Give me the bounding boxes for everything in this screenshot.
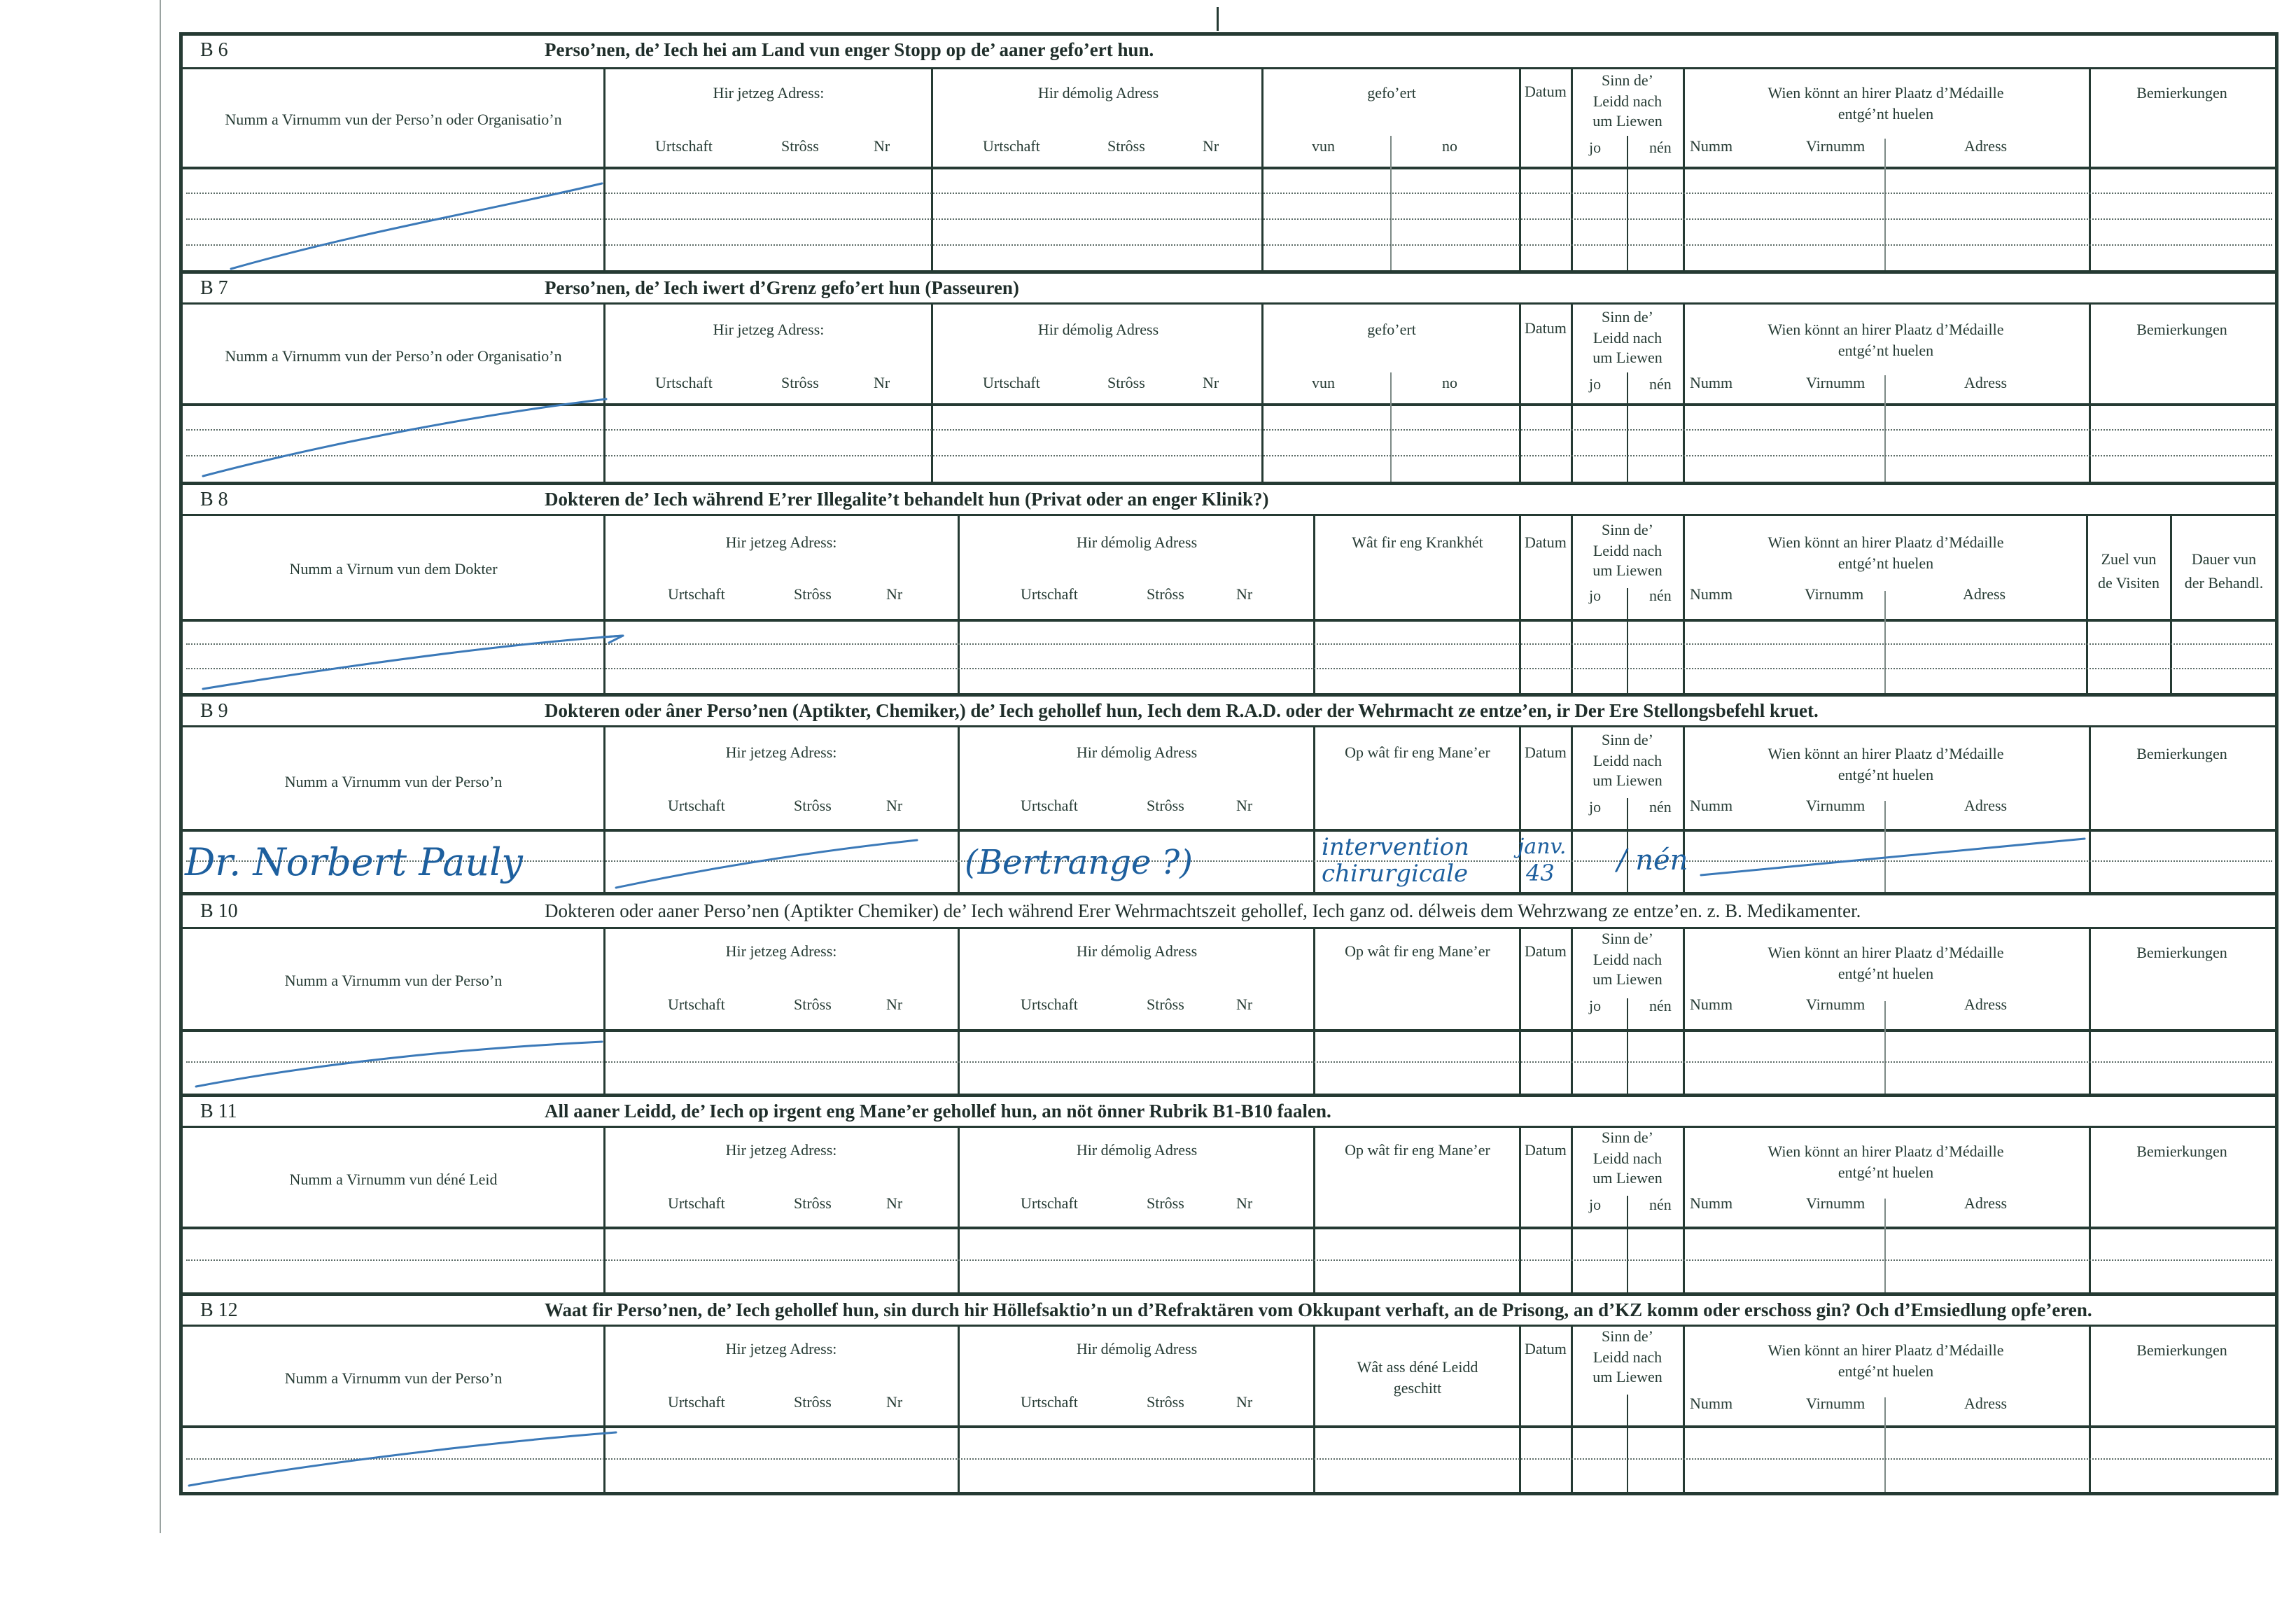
section-title: Dokteren de’ Iech während E’rer Illegalite’t behandelt hun (Privat oder an enger Klinik?) (545, 489, 1269, 510)
manner-header: Op wât fir eng Mane’er (1345, 743, 1490, 761)
number-label: Nr (886, 585, 903, 603)
driven-header: gefo’ert (1367, 321, 1416, 338)
street-label: Strôss (781, 374, 819, 391)
yes-label: jo (1589, 139, 1602, 156)
danger-header-3: um Liewen (1592, 970, 1662, 988)
number-label: Nr (886, 996, 903, 1013)
no-label: nén (1649, 798, 1672, 816)
surname-label: Numm (1690, 137, 1733, 155)
current-address-header: Hir jetzeg Adress: (725, 942, 837, 960)
manner-header: Op wât fir eng Mane’er (1345, 1141, 1490, 1159)
number-label: Nr (1236, 585, 1253, 603)
former-address-header: Hir démolig Adress (1076, 533, 1198, 551)
no-label: nén (1649, 587, 1672, 604)
current-address-header: Hir jetzeg Adress: (725, 743, 837, 761)
street-label: Strôss (794, 1194, 832, 1212)
number-label: Nr (1236, 797, 1253, 814)
number-label: Nr (874, 137, 890, 155)
firstname-label: Virnumm (1806, 797, 1865, 814)
illness-header: Wât fir eng Krankhét (1352, 533, 1483, 551)
to-label: no (1442, 137, 1457, 155)
firstname-label: Virnumm (1806, 996, 1865, 1013)
handwritten-date-2: 43 (1526, 860, 1555, 886)
surname-label: Numm (1690, 374, 1733, 391)
section-code: B 11 (200, 1101, 237, 1122)
street-label: Strôss (794, 996, 832, 1013)
remarks-header: Bemierkungen (2136, 84, 2227, 102)
danger-header-2: Leidd nach (1592, 542, 1662, 559)
handwritten-name: Dr. Norbert Pauly (185, 840, 523, 884)
current-address-header: Hir jetzeg Adress: (725, 1141, 837, 1159)
danger-header-1: Sinn de’ (1602, 1129, 1653, 1146)
locality-label: Urtschaft (655, 374, 713, 391)
section-title: All aaner Leidd, de’ Iech op irgent eng Mane’er gehollef hun, an nöt önner Rubrik B1-B10 faalen. (545, 1101, 1331, 1122)
name-column-header: Numm a Virnum vun dem Dokter (289, 560, 498, 578)
firstname-label: Virnumm (1806, 374, 1865, 391)
yes-label: jo (1589, 375, 1602, 393)
surname-label: Numm (1690, 1395, 1733, 1412)
street-label: Strôss (794, 585, 832, 603)
number-label: Nr (886, 1194, 903, 1212)
section-code: B 9 (200, 700, 228, 722)
duration-header-2: der Behandl. (2184, 574, 2264, 592)
medal-header-1: Wien könnt an hirer Plaatz d’Médaille (1768, 944, 2004, 961)
danger-header-1: Sinn de’ (1602, 308, 1653, 326)
former-address-header: Hir démolig Adress (1037, 84, 1159, 102)
section-title: Perso’nen, de’ Iech iwert d’Grenz gefo’ert hun (Passeuren) (545, 277, 1019, 298)
name-column-header: Numm a Virnumm vun der Perso’n (284, 773, 503, 790)
to-label: no (1442, 374, 1457, 391)
date-header: Datum (1525, 1141, 1567, 1159)
locality-label: Urtschaft (668, 1393, 725, 1411)
section-title: Waat fir Perso’nen, de’ Iech gehollef hun, sin durch hir Höllefsaktio’n un d’Refraktären vom Okkupant verhaft, an de Prisong, an d’KZ komm oder erschoss gin? Och d’Emsiedlung opfe’eren. (545, 1299, 2092, 1320)
date-header: Datum (1525, 743, 1567, 761)
section-code: B 8 (200, 489, 228, 510)
danger-header-2: Leidd nach (1592, 1348, 1662, 1366)
handwritten-answer: / nén (1617, 844, 1688, 877)
former-address-header: Hir démolig Adress (1076, 1141, 1198, 1159)
name-column-header: Numm a Virnumm vun der Perso’n oder Organisatio’n (225, 111, 562, 128)
name-column-header: Numm a Virnumm vun der Perso’n oder Organisatio’n (225, 347, 562, 365)
number-label: Nr (1203, 137, 1219, 155)
former-address-header: Hir démolig Adress (1076, 1340, 1198, 1357)
yes-label: jo (1589, 798, 1602, 816)
firstname-label: Virnumm (1806, 137, 1865, 155)
danger-header-2: Leidd nach (1592, 329, 1662, 347)
locality-label: Urtschaft (983, 137, 1040, 155)
danger-header-2: Leidd nach (1592, 1150, 1662, 1167)
from-label: vun (1312, 137, 1335, 155)
street-label: Strôss (1147, 797, 1184, 814)
address-label: Adress (1964, 1395, 2008, 1412)
number-label: Nr (886, 797, 903, 814)
firstname-label: Virnumm (1805, 585, 1864, 603)
driven-header: gefo’ert (1367, 84, 1416, 102)
locality-label: Urtschaft (1021, 1194, 1078, 1212)
medal-header-2: entgé’nt huelen (1837, 554, 1934, 572)
address-label: Adress (1964, 1194, 2008, 1212)
danger-header-1: Sinn de’ (1602, 521, 1653, 538)
danger-header-3: um Liewen (1592, 1368, 1662, 1385)
surname-label: Numm (1690, 585, 1733, 603)
remarks-header: Bemierkungen (2136, 944, 2227, 961)
medal-header-1: Wien könnt an hirer Plaatz d’Médaille (1768, 321, 2004, 338)
former-address-header: Hir démolig Adress (1037, 321, 1159, 338)
firstname-label: Virnumm (1806, 1395, 1865, 1412)
handwritten-manner-2: chirurgicale (1322, 860, 1469, 888)
current-address-header: Hir jetzeg Adress: (713, 84, 825, 102)
address-label: Adress (1964, 996, 2008, 1013)
section-title: Dokteren oder aaner Perso’nen (Aptikter Chemiker) de’ Iech während Erer Wehrmachtszeit gehollef, Iech ganz od. délweis dem Wehrzwang ze entze’en. z. B. Medikamenter. (545, 900, 1861, 921)
locality-label: Urtschaft (1021, 1393, 1078, 1411)
number-label: Nr (886, 1393, 903, 1411)
remarks-header: Bemierkungen (2136, 1143, 2227, 1160)
surname-label: Numm (1690, 797, 1733, 814)
current-address-header: Hir jetzeg Adress: (725, 1340, 837, 1357)
danger-header-2: Leidd nach (1592, 951, 1662, 968)
number-label: Nr (1236, 1194, 1253, 1212)
date-header: Datum (1525, 83, 1567, 100)
street-label: Strôss (1147, 996, 1184, 1013)
remarks-header: Bemierkungen (2136, 745, 2227, 762)
danger-header-2: Leidd nach (1592, 92, 1662, 110)
yes-label: jo (1589, 587, 1602, 604)
medal-header-1: Wien könnt an hirer Plaatz d’Médaille (1768, 745, 2004, 762)
medal-header-2: entgé’nt huelen (1837, 1362, 1934, 1380)
medal-header-1: Wien könnt an hirer Plaatz d’Médaille (1768, 1143, 2004, 1160)
locality-label: Urtschaft (668, 797, 725, 814)
number-label: Nr (874, 374, 890, 391)
street-label: Strôss (794, 1393, 832, 1411)
handwritten-date-1: janv. (1518, 835, 1567, 859)
street-label: Strôss (1147, 1194, 1184, 1212)
number-label: Nr (1236, 996, 1253, 1013)
medal-header-2: entgé’nt huelen (1837, 105, 1934, 123)
danger-header-1: Sinn de’ (1602, 731, 1653, 748)
no-label: nén (1649, 139, 1672, 156)
medal-header-2: entgé’nt huelen (1837, 766, 1934, 783)
address-label: Adress (1963, 585, 2006, 603)
locality-label: Urtschaft (655, 137, 713, 155)
danger-header-1: Sinn de’ (1602, 71, 1653, 89)
locality-label: Urtschaft (668, 585, 725, 603)
remarks-header: Bemierkungen (2136, 321, 2227, 338)
what-happened-header-2: geschitt (1393, 1379, 1442, 1397)
handwritten-former-locality: (Bertrange ?) (965, 843, 1193, 882)
medal-header-2: entgé’nt huelen (1837, 965, 1934, 982)
surname-label: Numm (1690, 996, 1733, 1013)
medal-header-2: entgé’nt huelen (1837, 1164, 1934, 1181)
from-label: vun (1312, 374, 1335, 391)
manner-header: Op wât fir eng Mane’er (1345, 942, 1490, 960)
danger-header-3: um Liewen (1592, 349, 1662, 366)
address-label: Adress (1964, 374, 2008, 391)
street-label: Strôss (1107, 137, 1145, 155)
surname-label: Numm (1690, 1194, 1733, 1212)
danger-header-3: um Liewen (1592, 1169, 1662, 1187)
section-code: B 10 (200, 900, 238, 922)
yes-label: jo (1589, 1196, 1602, 1213)
danger-header-3: um Liewen (1592, 112, 1662, 130)
visits-header-2: de Visiten (2097, 574, 2160, 592)
street-label: Strôss (1107, 374, 1145, 391)
locality-label: Urtschaft (1021, 797, 1078, 814)
danger-header-1: Sinn de’ (1602, 930, 1653, 947)
firstname-label: Virnumm (1806, 1194, 1865, 1212)
visits-header-1: Zuel vun (2101, 550, 2157, 568)
section-title: Perso’nen, de’ Iech hei am Land vun enger Stopp op de’ aaner gefo’ert hun. (545, 39, 1154, 60)
medal-header-1: Wien könnt an hirer Plaatz d’Médaille (1768, 1341, 2004, 1359)
address-label: Adress (1964, 797, 2008, 814)
current-address-header: Hir jetzeg Adress: (713, 321, 825, 338)
locality-label: Urtschaft (668, 996, 725, 1013)
section-code: B 7 (200, 277, 228, 299)
street-label: Strôss (794, 797, 832, 814)
locality-label: Urtschaft (1021, 996, 1078, 1013)
name-column-header: Numm a Virnumm vun der Perso’n (284, 1369, 503, 1387)
address-label: Adress (1964, 137, 2008, 155)
medal-header-1: Wien könnt an hirer Plaatz d’Médaille (1768, 84, 2004, 102)
danger-header-1: Sinn de’ (1602, 1327, 1653, 1345)
date-header: Datum (1525, 319, 1567, 337)
danger-header-2: Leidd nach (1592, 752, 1662, 769)
section-title: Dokteren oder âner Perso’nen (Aptikter, Chemiker,) de’ Iech gehollef hun, Iech dem R.A.D. oder der Wehrmacht ze entze’en, ir Der Ere Stellongsbefehl kruet. (545, 700, 1819, 721)
no-label: nén (1649, 997, 1672, 1014)
street-label: Strôss (1147, 1393, 1184, 1411)
locality-label: Urtschaft (1021, 585, 1078, 603)
no-label: nén (1649, 1196, 1672, 1213)
number-label: Nr (1203, 374, 1219, 391)
no-label: nén (1649, 375, 1672, 393)
former-address-header: Hir démolig Adress (1076, 942, 1198, 960)
danger-header-3: um Liewen (1592, 561, 1662, 579)
current-address-header: Hir jetzeg Adress: (725, 533, 837, 551)
name-column-header: Numm a Virnumm vun déné Leid (289, 1171, 498, 1188)
section-code: B 12 (200, 1299, 238, 1321)
former-address-header: Hir démolig Adress (1076, 743, 1198, 761)
section-code: B 6 (200, 39, 228, 61)
remarks-header: Bemierkungen (2136, 1341, 2227, 1359)
name-column-header: Numm a Virnumm vun der Perso’n (284, 972, 503, 989)
medal-header-2: entgé’nt huelen (1837, 342, 1934, 359)
duration-header-1: Dauer vun (2191, 550, 2257, 568)
number-label: Nr (1236, 1393, 1253, 1411)
street-label: Strôss (781, 137, 819, 155)
danger-header-3: um Liewen (1592, 771, 1662, 789)
medal-header-1: Wien könnt an hirer Plaatz d’Médaille (1768, 533, 2004, 551)
date-header: Datum (1525, 942, 1567, 960)
what-happened-header-1: Wât ass déné Leidd (1357, 1358, 1478, 1376)
street-label: Strôss (1147, 585, 1184, 603)
yes-label: jo (1589, 997, 1602, 1014)
date-header: Datum (1525, 1340, 1567, 1357)
date-header: Datum (1525, 533, 1567, 551)
locality-label: Urtschaft (668, 1194, 725, 1212)
handwritten-manner-1: intervention (1322, 833, 1469, 861)
locality-label: Urtschaft (983, 374, 1040, 391)
